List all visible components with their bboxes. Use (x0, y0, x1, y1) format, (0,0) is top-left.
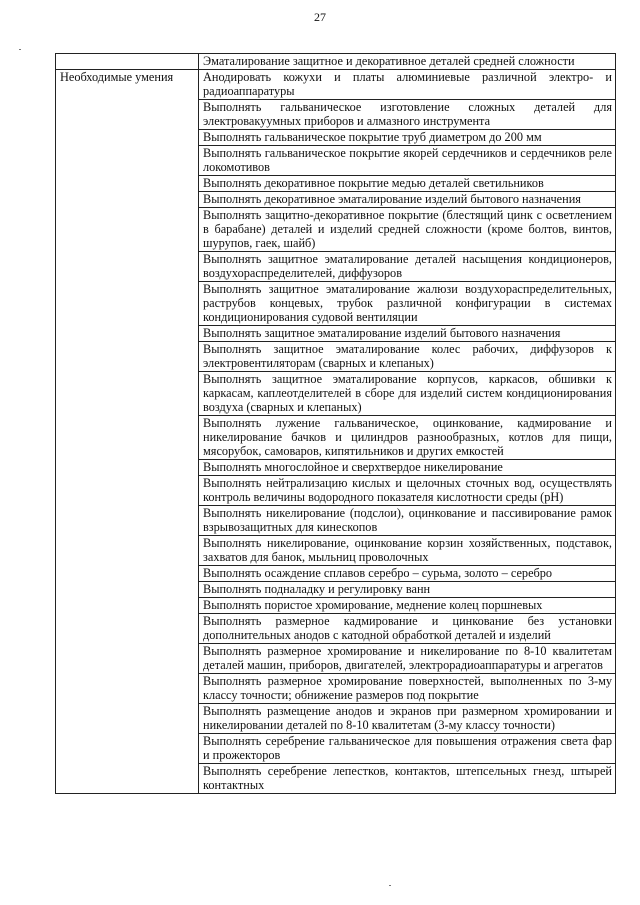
cell-text: Выполнять размерное хромирование и никелирование по 8-10 квалитетам деталей машин, приборов, двигателей, электрорадиоаппаратуры и агрегатов (203, 644, 612, 672)
table-cell (199, 326, 616, 342)
table-cell (199, 416, 616, 460)
page-number-text: 27 (314, 10, 326, 24)
table-cell (199, 146, 616, 176)
table-cell (199, 460, 616, 476)
cell-text: Выполнять гальваническое покрытие труб диаметром до 200 мм (203, 130, 542, 144)
table-cell (199, 282, 616, 326)
table-cell (199, 506, 616, 536)
skills-table (55, 53, 616, 794)
table-cell (199, 208, 616, 252)
empty-label-cell (56, 54, 199, 70)
cell-text: Выполнять многослойное и сверхтвердое никелирование (203, 460, 503, 474)
cell-text: Выполнять защитное эматалирование колес рабочих, диффузоров к электровентиляторам (сварных и клепаных) (203, 342, 612, 370)
table-cell (199, 192, 616, 208)
cell-text: Выполнять защитное эматалирование корпусов, каркасов, обшивки к каркасам, каплеотделителей в сборе для изделий систем кондиционирования воздуха (сварных и клепаных) (203, 372, 612, 414)
cell-text: Выполнять защитное эматалирование жалюзи воздухораспределительных, раструбов концевых, трубок различной конфигурации в системах кондиционирования судовой вентиляции (203, 282, 612, 324)
table-cell (199, 54, 616, 70)
table-row (56, 70, 616, 100)
scan-mark (389, 885, 391, 886)
table-cell (199, 598, 616, 614)
skills-table-body (56, 54, 616, 794)
cell-text: Выполнять серебрение гальваническое для повышения отражения света фар и прожекторов (203, 734, 612, 762)
table-cell (199, 176, 616, 192)
cell-text: Выполнять серебрение лепестков, контактов, штепсельных гнезд, штырей контактных (203, 764, 612, 792)
table-cell (199, 734, 616, 764)
cell-text: Выполнять гальваническое покрытие якорей сердечников и сердечников реле локомотивов (203, 146, 612, 174)
table-cell (199, 476, 616, 506)
table-cell (199, 644, 616, 674)
table-cell (199, 674, 616, 704)
cell-text: Эматалирование защитное и декоративное деталей средней сложности (203, 54, 575, 68)
table-cell (199, 70, 616, 100)
section-label-cell (56, 70, 199, 794)
table-cell (199, 566, 616, 582)
cell-text: Выполнять осаждение сплавов серебро – сурьма, золото – серебро (203, 566, 553, 580)
cell-text: Выполнять никелирование, оцинкование корзин хозяйственных, подставок, захватов для банок, мыльниц проволочных (203, 536, 612, 564)
table-cell (199, 130, 616, 146)
cell-text: Выполнять никелирование (подслои), оцинкование и пассивирование рамок взрывозащитных для кинескопов (203, 506, 612, 534)
cell-text: Выполнять размерное кадмирование и цинкование без установки дополнительных анодов с катодной обработкой деталей и изделий (203, 614, 612, 642)
table-cell (199, 252, 616, 282)
table-cell (199, 536, 616, 566)
scan-mark (19, 49, 21, 50)
table-cell (199, 704, 616, 734)
cell-text: Выполнять защитное эматалирование деталей насыщения кондиционеров, воздухораспределителей, диффузоров (203, 252, 612, 280)
cell-text: Выполнять защитное эматалирование изделий бытового назначения (203, 326, 561, 340)
table-cell (199, 372, 616, 416)
table-row (56, 54, 616, 70)
cell-text: Выполнять пористое хромирование, меднение колец поршневых (203, 598, 543, 612)
table-cell (199, 342, 616, 372)
cell-text: Выполнять декоративное покрытие медью деталей светильников (203, 176, 544, 190)
table-cell (199, 100, 616, 130)
cell-text: Выполнять защитно-декоративное покрытие (блестящий цинк с осветлением в барабане) деталей и изделий средней сложности (кроме болтов, винтов, шурупов, гаек, шайб) (203, 208, 612, 250)
cell-text: Выполнять размещение анодов и экранов при размерном хромировании и никелировании деталей по 8-10 квалитетам (3-му классу точности) (203, 704, 612, 732)
cell-text: Выполнять лужение гальваническое, оцинкование, кадмирование и никелирование бачков и цилиндров разнообразных, котлов для пищи, мясорубок, самоваров, кипятильников и других емкостей (203, 416, 612, 458)
cell-text: Анодировать кожухи и платы алюминиевые различной электро- и радиоаппаратуры (203, 70, 612, 98)
table-cell (199, 582, 616, 598)
section-label: Необходимые умения (60, 70, 174, 84)
cell-text: Выполнять нейтрализацию кислых и щелочных сточных вод, осуществлять контроль величины водородного показателя кислотности среды (pH) (203, 476, 612, 504)
page-number (0, 0, 640, 24)
cell-text: Выполнять подналадку и регулировку ванн (203, 582, 431, 596)
table-cell (199, 614, 616, 644)
table-cell (199, 764, 616, 794)
cell-text: Выполнять гальваническое изготовление сложных деталей для электровакуумных приборов и алмазного инструмента (203, 100, 612, 128)
cell-text: Выполнять декоративное эматалирование изделий бытового назначения (203, 192, 581, 206)
cell-text: Выполнять размерное хромирование поверхностей, выполненных по 3-му классу точности; обнижение размеров под покрытие (203, 674, 612, 702)
